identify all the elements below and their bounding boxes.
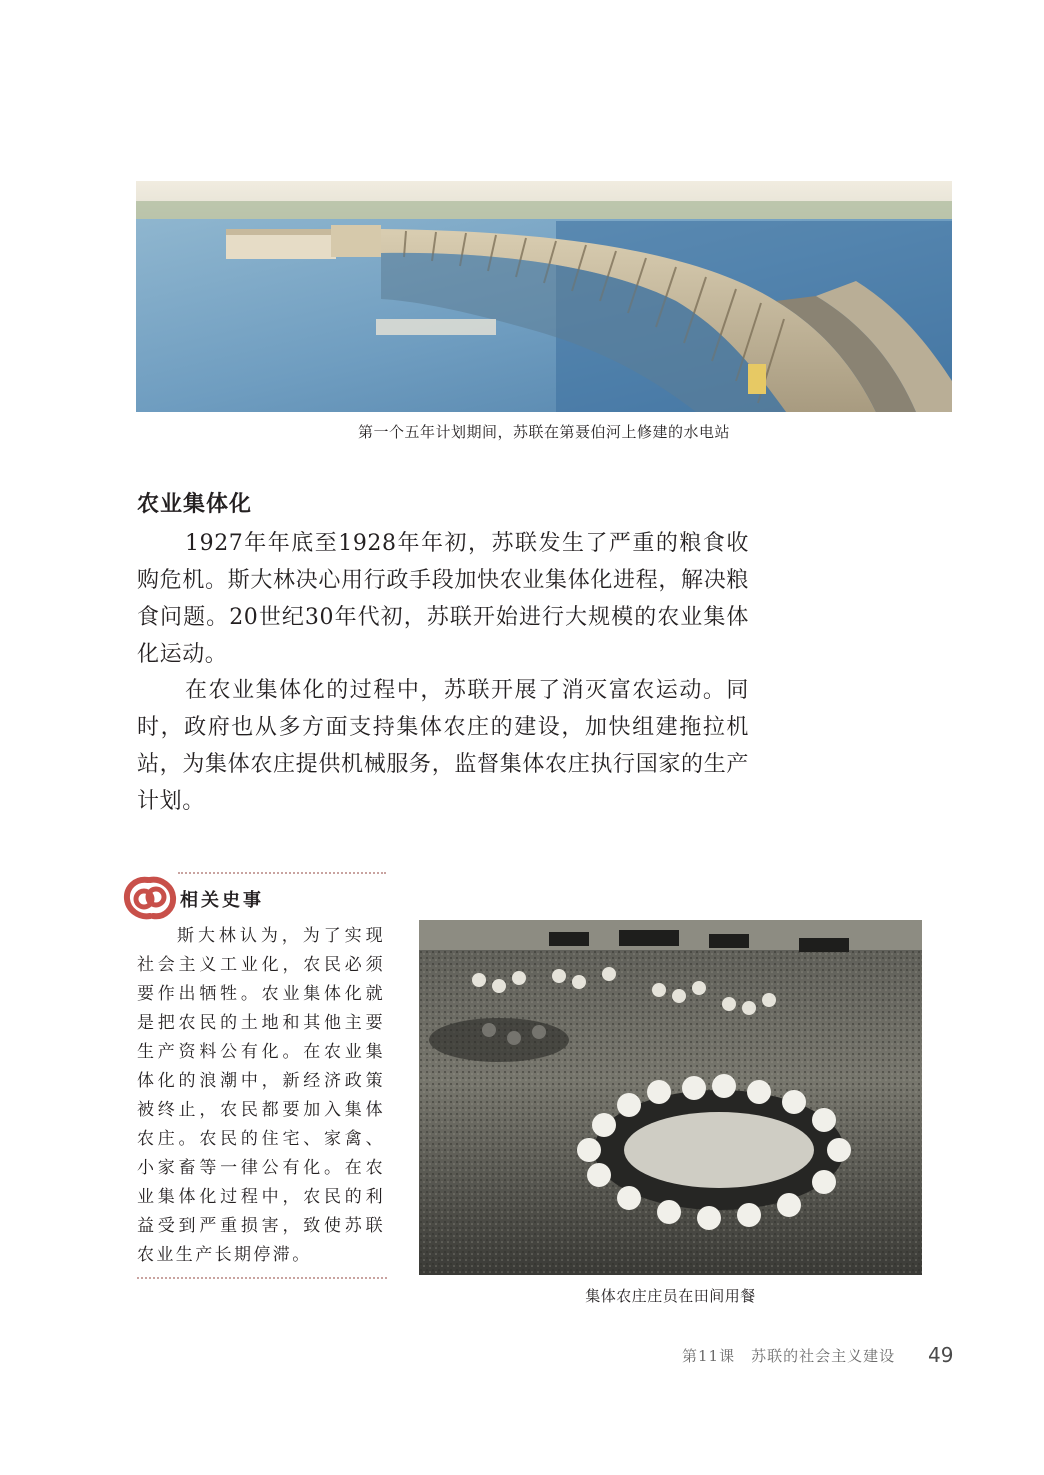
sidebar-top-rule — [178, 872, 386, 874]
related-history-icon — [123, 874, 177, 922]
farm-photo-caption: 集体农庄庄员在田间用餐 — [585, 1287, 756, 1305]
body-paragraph-2: 在农业集体化的过程中，苏联开展了消灭富农运动。同时，政府也从多方面支持集体农庄的建设，加快组建拖拉机站，为集体农庄提供机械服务，监督集体农庄执行国家的生产计划。 — [137, 678, 749, 814]
footer-lesson-title: 第11课 苏联的社会主义建设 — [682, 1347, 896, 1365]
page-number: 49 — [928, 1343, 954, 1367]
dam-illustration — [136, 181, 952, 412]
farm-photo — [419, 920, 922, 1275]
dam-photo — [136, 181, 952, 412]
sidebar-bottom-rule — [137, 1277, 387, 1279]
dam-photo-caption: 第一个五年计划期间，苏联在第聂伯河上修建的水电站 — [357, 423, 730, 441]
farm-meal-illustration — [419, 920, 922, 1275]
sidebar-text: 斯大林认为，为了实现社会主义工业化，农民必须要作出牺牲。农业集体化就是把农民的土地和其他主要生产资料公有化。在农业集体化的浪潮中，新经济政策被终止，农民都要加入集体农庄。农民的住宅、家禽、小家畜等一律公有化。在农业集体化过程中，农民的利益受到严重损害，致使苏联农业生产长期停滞。 — [137, 926, 385, 1265]
sidebar-title: 相关史事 — [180, 890, 264, 911]
section-heading: 农业集体化 — [137, 492, 253, 517]
body-paragraph-1: 1927年年底至1928年年初，苏联发生了严重的粮食收购危机。斯大林决心用行政手段加快农业集体化进程，解决粮食问题。20世纪30年代初，苏联开始进行大规模的农业集体化运动。 — [137, 531, 749, 667]
